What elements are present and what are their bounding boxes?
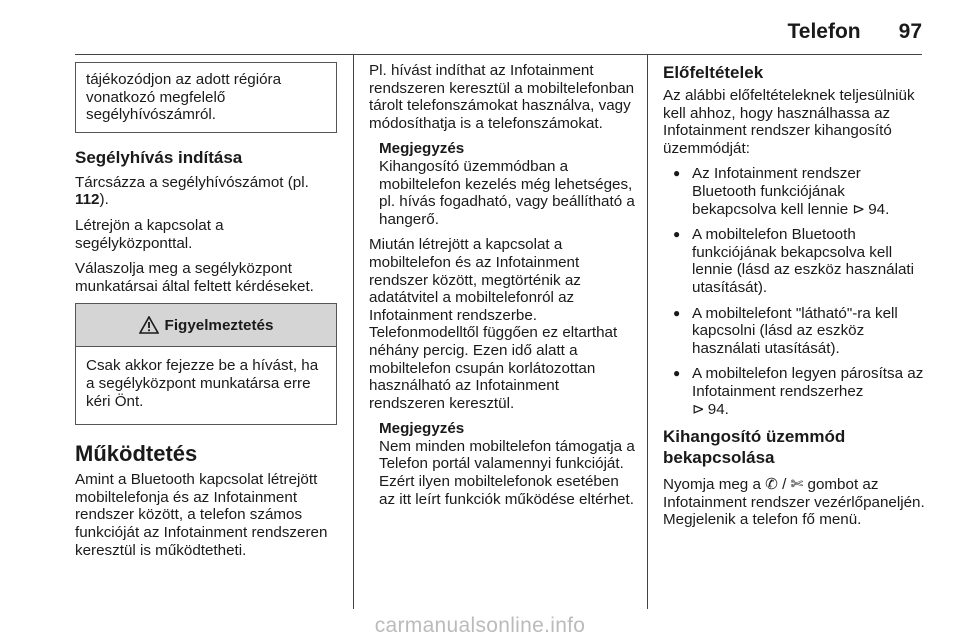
note-2 bbox=[379, 420, 637, 508]
slash-separator: / bbox=[777, 476, 791, 494]
section-title: Telefon bbox=[787, 20, 861, 43]
list-item-text: A mobiltelefont "látható"-ra kell kapcsolni (lásd az eszköz használati utasítását). bbox=[692, 304, 898, 357]
list-item bbox=[663, 226, 929, 296]
note-2-text: Nem minden mobiltelefon támogatja a Telefon portál valamennyi funkcióját. Ezért ilyen mobiltelefonok esetében az itt leírt funkciók működése eltérhet. bbox=[379, 437, 635, 508]
paragraph-connection: Létrejön a kapcsolat a segélyközponttal. bbox=[75, 216, 224, 252]
paragraph-operation: Amint a Bluetooth kapcsolat létrejött mobiltelefonja és az Infotainment rendszer között, a telefon számos funkcióját az Infotainment rendszeren keresztül is működtetheti. bbox=[75, 471, 328, 559]
page-ref: 94. bbox=[707, 400, 729, 418]
paragraph-dial bbox=[75, 174, 337, 209]
column-divider-2 bbox=[647, 54, 648, 609]
warning-box bbox=[75, 303, 337, 425]
continued-note-text: tájékozódjon az adott régióra vonatkozó megfelelő segélyhívószámról. bbox=[86, 71, 282, 124]
note-1-text: Kihangosító üzemmódban a mobiltelefon kezelés még lehetséges, pl. hívás fogadható, vagy beállítható a hangerő. bbox=[379, 157, 635, 228]
list-item bbox=[663, 305, 929, 358]
column-3 bbox=[663, 62, 929, 537]
warning-header bbox=[76, 304, 336, 347]
note-1-title: Megjegyzés bbox=[379, 140, 465, 158]
press-text-end: gombot az Infotainment rendszer vezérlőpaneljén. Megjelenik a telefon fő menü. bbox=[663, 476, 925, 529]
warning-body bbox=[76, 347, 336, 424]
list-item-text: A mobiltelefon legyen párosítsa az Infotainment rendszerhez bbox=[692, 365, 924, 400]
warning-triangle-icon bbox=[139, 316, 159, 334]
phone-mute-icon: ✄ bbox=[790, 476, 804, 494]
list-item bbox=[663, 165, 929, 218]
dial-text-end: ). bbox=[99, 191, 109, 209]
page-ref-arrow-icon: ⊳ bbox=[852, 200, 869, 218]
column-2 bbox=[369, 62, 637, 516]
header-rule bbox=[75, 54, 922, 55]
dial-text: Tárcsázza a segélyhívószámot (pl. bbox=[75, 173, 309, 191]
paragraph-press-button bbox=[663, 476, 929, 529]
press-text: Nyomja meg a bbox=[663, 476, 766, 494]
column-divider-1 bbox=[353, 54, 354, 609]
continued-note-box bbox=[75, 62, 337, 133]
page-ref: 94. bbox=[868, 200, 890, 218]
paragraph-answer: Válaszolja meg a segélyközpont munkatársai által feltett kérdéseket. bbox=[75, 260, 314, 295]
page-number: 97 bbox=[898, 20, 922, 43]
list-item-text: A mobiltelefon Bluetooth funkciójának bekapcsolva kell lennie (lásd az eszköz használati utasítását). bbox=[692, 226, 915, 296]
watermark: carmanualsonline.info bbox=[374, 614, 586, 637]
heading-operation: Működtetés bbox=[75, 441, 198, 467]
warning-title: Figyelmeztetés bbox=[164, 316, 274, 334]
heading-handsfree-activation: Kihangosító üzemmód bekapcsolása bbox=[663, 427, 846, 468]
page-header bbox=[788, 20, 922, 44]
warning-text: Csak akkor fejezze be a hívást, ha a segélyközpont munkatársa erre kéri Önt. bbox=[86, 357, 319, 410]
paragraph-example-calls: Pl. hívást indíthat az Infotainment rendszeren keresztül a mobiltelefonban tárolt telefonszámokat használva, vagy módosíthatja is a telefonszámokat. bbox=[369, 62, 635, 132]
prerequisites-list bbox=[663, 165, 929, 418]
paragraph-data-transfer: Miután létrejött a kapcsolat a mobiltelefon és az Infotainment rendszer között, megtörténik az adatátvitel a mobiltelefonról az Infotainment rendszerbe. Telefonmodelltől függően ez eltarthat néhány percig. Ezen idő alatt a mobiltelefon csupán korlátozottan használható az Infotainment rendszeren keresztül. bbox=[369, 236, 618, 412]
phone-icon: ✆ bbox=[765, 476, 778, 494]
note-1 bbox=[379, 140, 637, 228]
column-1 bbox=[75, 62, 337, 567]
heading-emergency-call: Segélyhívás indítása bbox=[75, 147, 243, 167]
list-item-text: Az Infotainment rendszer Bluetooth funkciójának bekapcsolva kell lennie bbox=[692, 165, 861, 218]
page-ref-arrow-icon: ⊳ bbox=[692, 400, 708, 418]
paragraph-prerequisites: Az alábbi előfeltételeknek teljesülniük kell ahhoz, hogy használhassa az Infotainment rendszer kihangosító üzemmódját: bbox=[663, 87, 915, 157]
emergency-number: 112 bbox=[75, 191, 100, 209]
heading-prerequisites: Előfeltételek bbox=[663, 63, 764, 82]
list-item bbox=[663, 365, 929, 418]
note-2-title: Megjegyzés bbox=[379, 420, 465, 438]
